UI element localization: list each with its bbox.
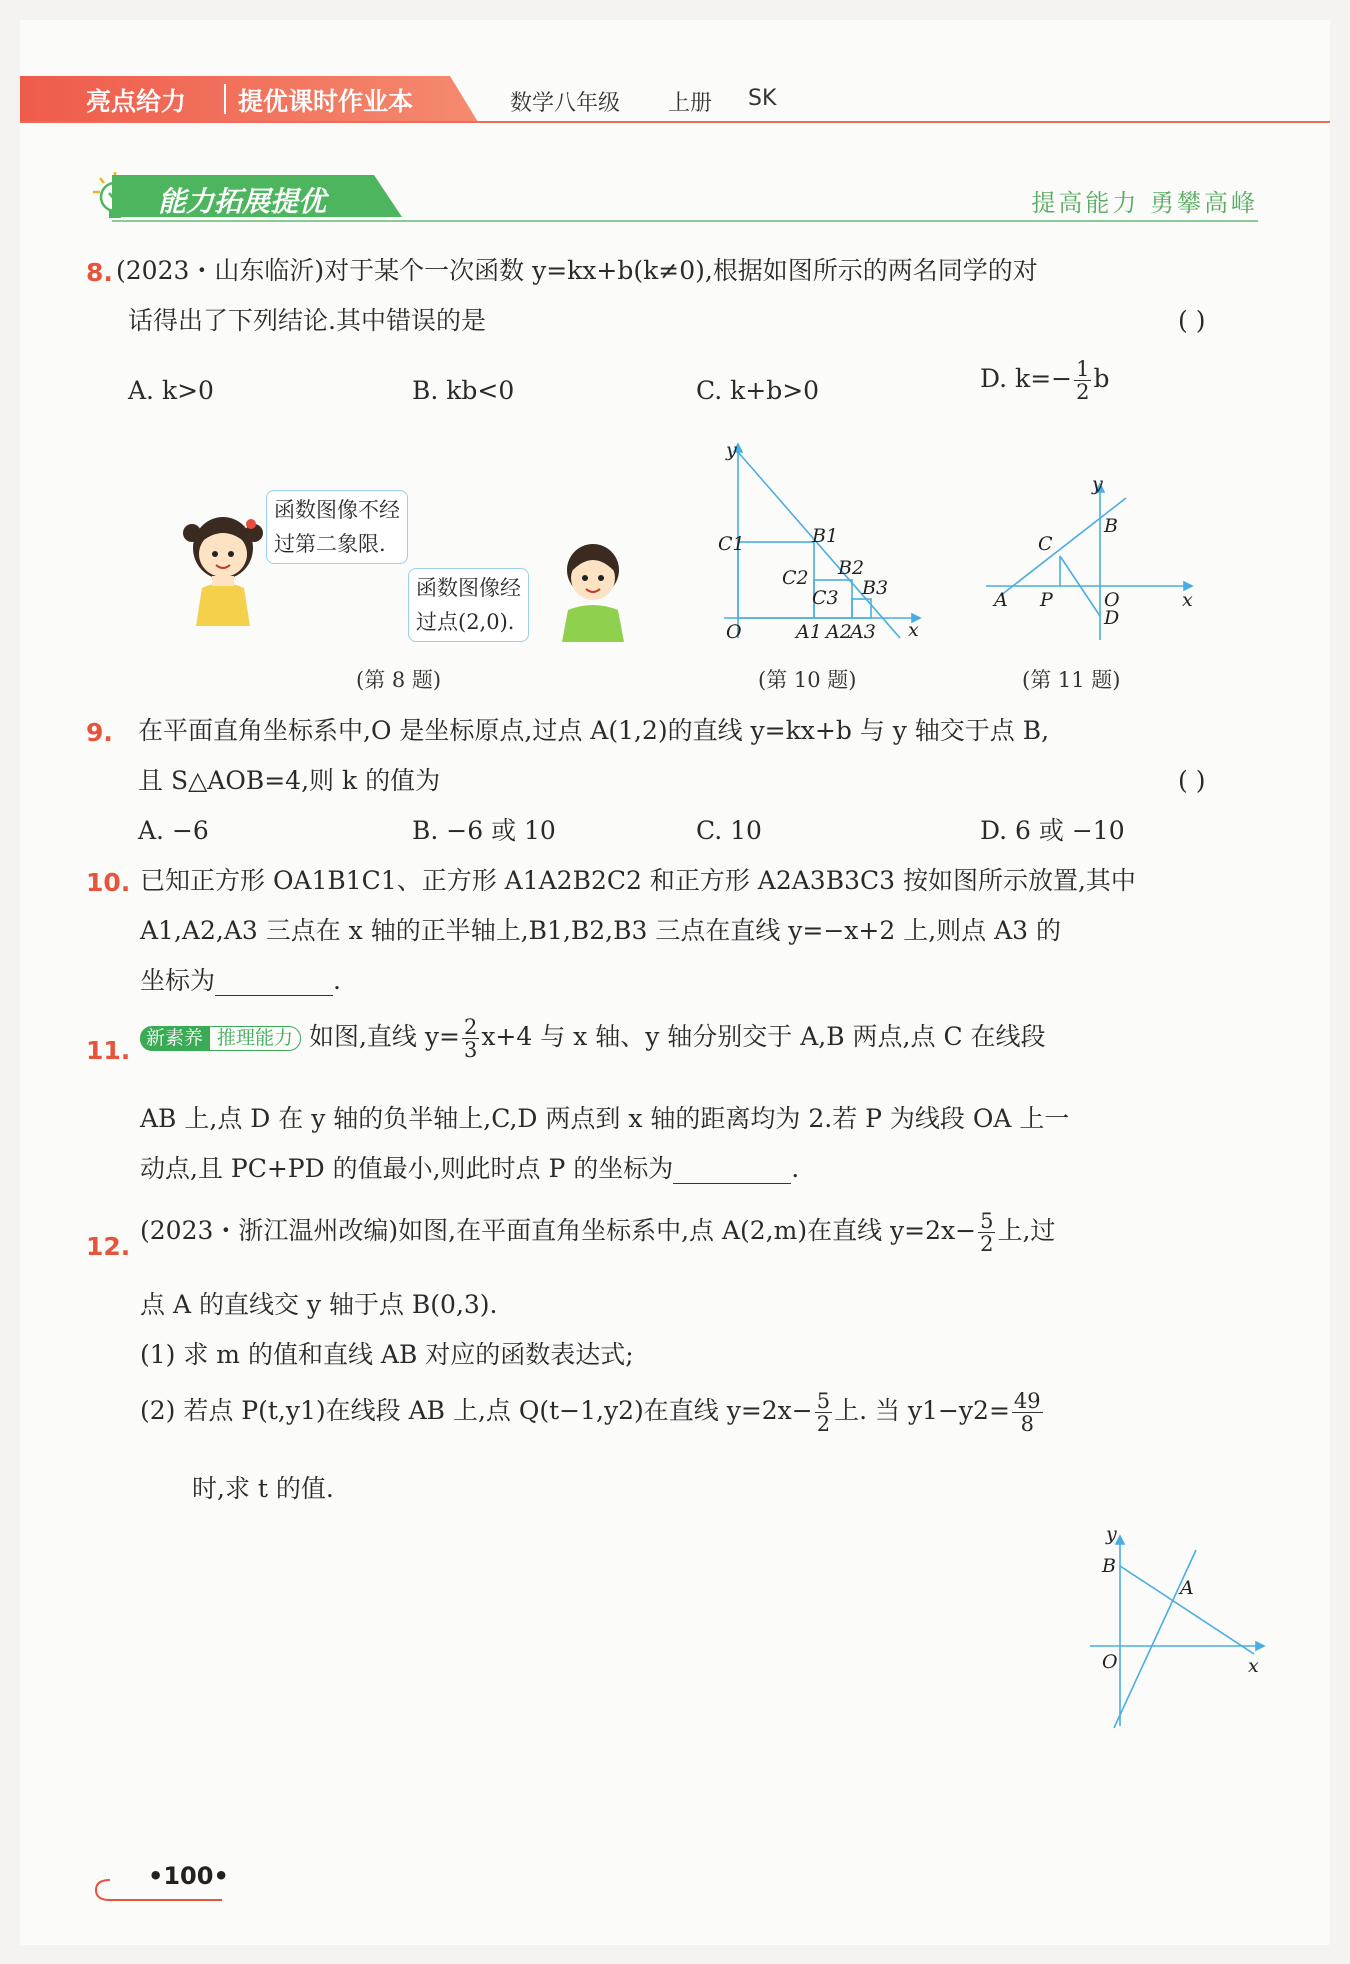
q12-frac1-numerator: 5 [980, 1209, 994, 1233]
q8-option-a: A. k>0 [128, 376, 214, 405]
fig11-c-label: C [1038, 533, 1053, 555]
q8-option-d-fraction [1074, 358, 1091, 403]
volume-label: 上册 [668, 91, 713, 116]
fig10-c3-label: C3 [812, 587, 839, 609]
girl-speech-bubble [266, 490, 408, 564]
fig10-diagram [712, 438, 924, 650]
q8-d-numerator: 1 [1076, 357, 1090, 381]
q9-line1: 在平面直角坐标系中,O 是坐标原点,过点 A(1,2)的直线 y=kx+b 与 y 轴交于点 B, [138, 716, 1050, 745]
q12-frac3-denominator: 8 [1020, 1412, 1034, 1437]
fig11-p-label: P [1040, 589, 1053, 611]
fig10-o-label: O [726, 621, 742, 643]
q8-option-c: C. k+b>0 [696, 376, 820, 405]
q10-line2: A1,A2,A3 三点在 x 轴的正半轴上,B1,B2,B3 三点在直线 y=−x+2 上,则点 A3 的 [140, 916, 1061, 945]
q10-line3-text: 坐标为 [140, 966, 216, 995]
q11-reasoning-tag: 推理能力 [209, 1026, 301, 1051]
girl-illustration [178, 508, 268, 626]
series-label: 提优课时作业本 [238, 87, 414, 116]
section-slogan: 提高能力 勇攀高峰 [1031, 189, 1258, 217]
q12-line1 [140, 1210, 1055, 1255]
q12-y-label: y [1106, 1523, 1117, 1545]
fig8-caption: (第 8 题) [356, 668, 442, 692]
q11-line1-suffix: x+4 与 x 轴、y 轴分别交于 A,B 两点,点 C 在线段 [481, 1022, 1046, 1052]
q12-o-label: O [1102, 1651, 1118, 1673]
fig10-a3-label: A3 [850, 621, 876, 643]
q10-end: . [333, 966, 341, 995]
q9-answer-paren: ( ) [1178, 766, 1206, 795]
fig11-b-label: B [1104, 515, 1118, 537]
boy-illustration [556, 538, 630, 642]
fig10-b2-label: B2 [838, 557, 865, 579]
edition-label: SK [748, 86, 777, 111]
q10-number: 10. [86, 868, 131, 897]
q12-part2-mid: 上. 当 y1−y2= [834, 1396, 1010, 1426]
fig10-b3-label: B3 [862, 577, 889, 599]
boy-bubble-line2: 过点(2,0). [416, 610, 515, 634]
q10-answer-blank[interactable] [215, 971, 333, 996]
brand-label: 亮点给力 [86, 87, 187, 116]
q8-option-d-prefix: D. k=− [980, 364, 1073, 394]
section-rule [112, 220, 1258, 222]
fig11-caption: (第 11 题) [1022, 668, 1121, 692]
q9-line2: 且 S△AOB=4,则 k 的值为 [138, 766, 441, 795]
fig10-a1-label: A1 [796, 621, 822, 643]
q11-line1 [140, 1016, 1046, 1061]
girl-bubble-line2: 过第二象限. [274, 532, 386, 556]
boy-bubble-line1: 函数图像经 [416, 576, 521, 600]
q12-part1: (1) 求 m 的值和直线 AB 对应的函数表达式; [140, 1340, 634, 1369]
q8-number: 8. [86, 258, 113, 287]
q9-option-a: A. −6 [138, 816, 209, 845]
fig10-a2-label: A2 [826, 621, 852, 643]
q12-number: 12. [86, 1232, 131, 1261]
q12-part2 [140, 1390, 1045, 1435]
q12-fraction-2 [815, 1390, 832, 1435]
q11-frac-denominator: 3 [463, 1038, 478, 1063]
q8-line1: (2023・山东临沂)对于某个一次函数 y=kx+b(k≠0),根据如图所示的两名同学的对 [116, 256, 1038, 285]
fig11-a-label: A [994, 589, 1008, 611]
q11-line1-prefix: 如图,直线 y= [308, 1022, 460, 1052]
q12-frac1-denominator: 2 [980, 1232, 994, 1257]
q9-option-d: D. 6 或 −10 [980, 816, 1125, 845]
q11-end: . [791, 1154, 800, 1183]
q12-frac2-denominator: 2 [816, 1412, 831, 1437]
q12-x-label: x [1248, 1655, 1259, 1677]
q12-line1-prefix: (2023・浙江温州改编)如图,在平面直角坐标系中,点 A(2,m)在直线 y=2x− [140, 1216, 977, 1246]
q12-fraction-1 [978, 1210, 995, 1255]
q12-a-label: A [1180, 1577, 1194, 1599]
fig10-x-label: x [908, 619, 919, 641]
q12-line2: 点 A 的直线交 y 轴于点 B(0,3). [140, 1290, 498, 1319]
q11-line3 [140, 1154, 799, 1184]
q8-option-d-suffix: b [1093, 364, 1110, 394]
q9-option-c: C. 10 [696, 816, 762, 845]
header-separator [224, 84, 226, 114]
q11-answer-blank[interactable] [673, 1159, 791, 1184]
fig11-x-label: x [1182, 589, 1193, 611]
fig11-o-label: O [1104, 589, 1120, 611]
girl-bubble-line1: 函数图像不经 [274, 498, 400, 522]
q12-line4: 时,求 t 的值. [192, 1474, 334, 1503]
q11-frac-numerator: 2 [463, 1015, 478, 1039]
fig11-y-label: y [1092, 473, 1103, 495]
q11-number: 11. [86, 1036, 131, 1065]
subject-label: 数学八年级 [510, 91, 621, 116]
fig11-line-ab [1000, 498, 1126, 596]
q12-frac3-numerator: 49 [1013, 1389, 1041, 1413]
q12-part2-prefix: (2) 若点 P(t,y1)在线段 AB 上,点 Q(t−1,y2)在直线 y=2x− [140, 1396, 813, 1426]
q9-option-b: B. −6 或 10 [412, 816, 556, 845]
q11-fraction [462, 1016, 479, 1061]
q8-d-denominator: 2 [1076, 380, 1090, 405]
q10-line3 [140, 966, 341, 996]
boy-speech-bubble [408, 568, 529, 642]
q11-line2: AB 上,点 D 在 y 轴的负半轴上,C,D 两点到 x 轴的距离均为 2.若 P 为线段 OA 上一 [140, 1104, 1070, 1133]
q11-line3-text: 动点,且 PC+PD 的值最小,则此时点 P 的坐标为 [140, 1154, 674, 1183]
q11-literacy-tag: 新素养 [140, 1026, 209, 1051]
fig11-d-label: D [1104, 607, 1120, 629]
header-rule [20, 121, 1330, 123]
q12-fraction-3 [1012, 1390, 1043, 1435]
q12-diagram [1084, 1522, 1272, 1730]
q8-option-d [980, 358, 1109, 403]
q12-line1-suffix: 上,过 [997, 1216, 1056, 1246]
fig10-y-label: y [726, 439, 737, 461]
q12-frac2-numerator: 5 [816, 1389, 831, 1413]
fig11-diagram [978, 472, 1196, 644]
fig10-caption: (第 10 题) [758, 668, 857, 692]
q12-b-label: B [1102, 1555, 1116, 1577]
section-title: 能力拓展提优 [158, 185, 327, 218]
q8-option-b: B. kb<0 [412, 376, 515, 405]
q10-line1: 已知正方形 OA1B1C1、正方形 A1A2B2C2 和正方形 A2A3B3C3 按如图所示放置,其中 [140, 866, 1136, 895]
q9-number: 9. [86, 718, 113, 747]
fig10-c2-label: C2 [782, 567, 809, 589]
q8-line2: 话得出了下列结论.其中错误的是 [128, 306, 486, 335]
page-number: •100• [148, 1862, 229, 1890]
fig10-b1-label: B1 [812, 525, 839, 547]
q8-answer-paren: ( ) [1178, 306, 1206, 335]
fig10-c1-label: C1 [718, 533, 745, 555]
